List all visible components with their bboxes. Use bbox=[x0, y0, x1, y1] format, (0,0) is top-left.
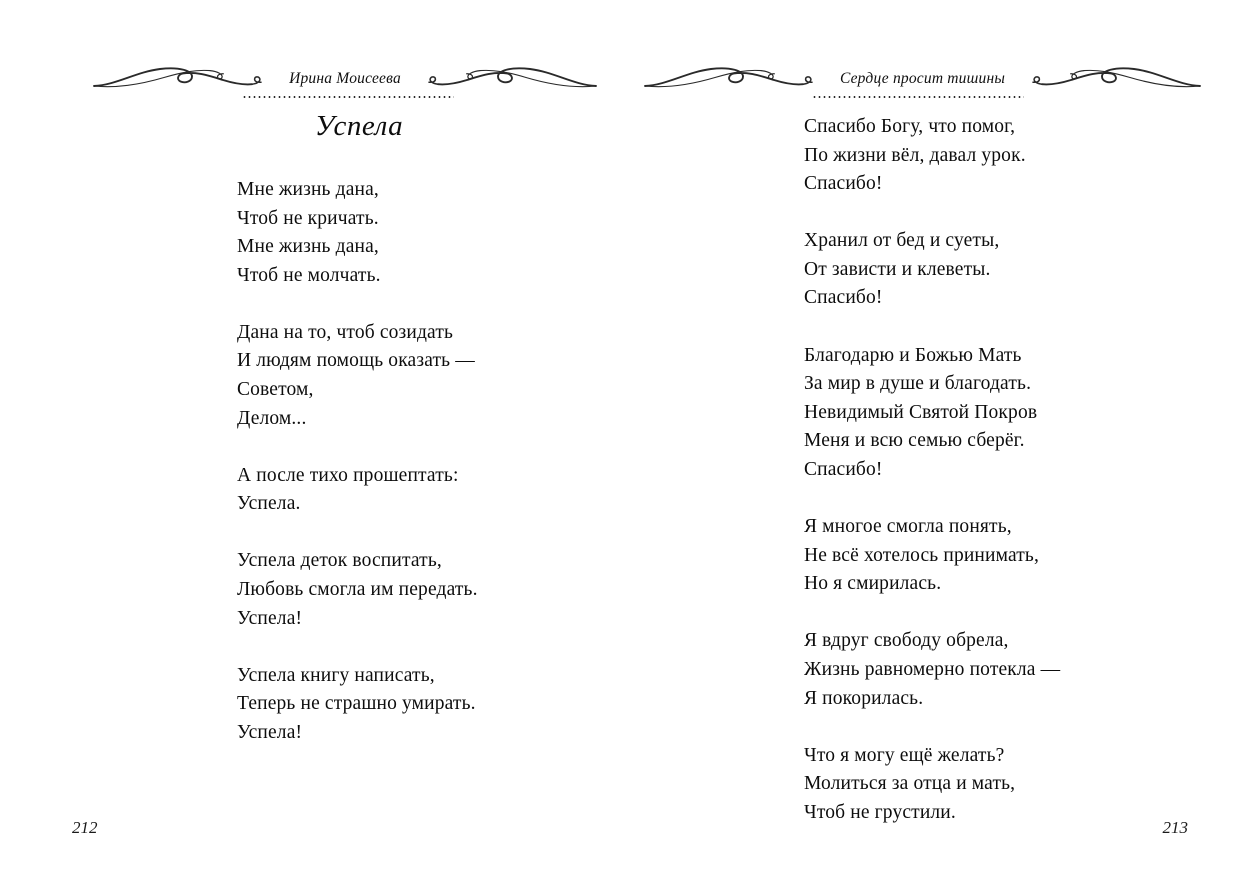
poem-stanza bbox=[237, 547, 597, 633]
poem-line: Хранил от бед и суеты, bbox=[804, 230, 1000, 252]
poem-line: Спасибо! bbox=[804, 173, 883, 195]
poem-line: Любовь смогла им передать. bbox=[237, 579, 478, 601]
poem-line: За мир в душе и благодать. bbox=[804, 373, 1032, 395]
poem-stanza bbox=[804, 742, 1164, 828]
poem-line: Теперь не страшно умирать. bbox=[237, 693, 476, 715]
poem-line: Спасибо! bbox=[804, 287, 883, 309]
poem-stanza bbox=[804, 113, 1164, 199]
poem-stanza bbox=[237, 462, 597, 519]
poem-stanza bbox=[804, 627, 1164, 713]
flourish-ornament-icon bbox=[413, 62, 598, 96]
header-dotted-rule bbox=[812, 96, 1024, 98]
poem-line: Что я могу ещё желать? bbox=[804, 744, 1005, 766]
left-page-number: 212 bbox=[72, 818, 98, 837]
poem-stanza bbox=[237, 319, 597, 433]
poem-line: От зависти и клеветы. bbox=[804, 258, 991, 280]
right-poem-body bbox=[804, 113, 1164, 827]
poem-line: Чтоб не грустили. bbox=[804, 801, 956, 823]
poem-line: Меня и всю семью сберёг. bbox=[804, 430, 1025, 452]
flourish-ornament-icon bbox=[643, 62, 828, 96]
poem-line: Успела книгу написать, bbox=[237, 664, 435, 686]
poem-line: Не всё хотелось принимать, bbox=[804, 544, 1039, 566]
right-page bbox=[630, 0, 1260, 882]
poem-line: Благодарю и Божью Мать bbox=[804, 344, 1022, 366]
poem-line: Я многое смогла понять, bbox=[804, 516, 1012, 538]
poem-title bbox=[0, 110, 630, 143]
left-running-head bbox=[100, 62, 590, 96]
poem-line: Спасибо Богу, что помог, bbox=[804, 116, 1016, 137]
poem-line: По жизни вёл, давал урок. bbox=[804, 144, 1026, 166]
poem-line: Успела! bbox=[237, 721, 303, 743]
poem-stanza bbox=[804, 227, 1164, 313]
flourish-ornament-icon bbox=[1017, 62, 1202, 96]
poem-line: Я вдруг свободу обрела, bbox=[804, 630, 1009, 652]
poem-line: Молиться за отца и мать, bbox=[804, 773, 1016, 795]
poem-stanza bbox=[237, 662, 597, 748]
poem-line: Но я смирилась. bbox=[804, 573, 942, 595]
header-dotted-rule bbox=[242, 96, 454, 98]
poem-line: Невидимый Святой Покров bbox=[804, 401, 1038, 423]
poem-line: Советом, bbox=[237, 379, 314, 401]
poem-title-text: Успела bbox=[314, 110, 404, 142]
poem-stanza bbox=[237, 176, 597, 290]
poem-line: Дана на то, чтоб созидать bbox=[237, 321, 454, 343]
poem-line: Мне жизнь дана, bbox=[237, 179, 379, 200]
flourish-ornament-icon bbox=[92, 62, 277, 96]
poem-stanza bbox=[804, 513, 1164, 599]
right-running-head-text: Сердце просит тишины bbox=[839, 70, 1006, 87]
poem-line: Чтоб не молчать. bbox=[237, 264, 381, 286]
poem-stanza bbox=[804, 342, 1164, 485]
poem-line: Делом... bbox=[237, 407, 307, 429]
poem-line: Мне жизнь дана, bbox=[237, 236, 379, 258]
right-page-number: 213 bbox=[1162, 818, 1188, 837]
poem-line: Я покорилась. bbox=[804, 687, 924, 709]
poem-line: Успела деток воспитать, bbox=[237, 550, 442, 572]
left-running-head-text: Ирина Моисеева bbox=[289, 70, 401, 87]
poem-line: А после тихо прошептать: bbox=[237, 464, 459, 486]
poem-line: Чтоб не кричать. bbox=[237, 207, 379, 229]
poem-line: Успела. bbox=[237, 493, 301, 515]
right-running-head bbox=[675, 62, 1170, 96]
poem-line: И людям помощь оказать — bbox=[237, 350, 475, 372]
poem-line: Жизнь равномерно потекла — bbox=[804, 658, 1061, 680]
left-poem-body bbox=[237, 176, 597, 748]
poem-line: Успела! bbox=[237, 607, 303, 629]
poem-line: Спасибо! bbox=[804, 458, 883, 480]
